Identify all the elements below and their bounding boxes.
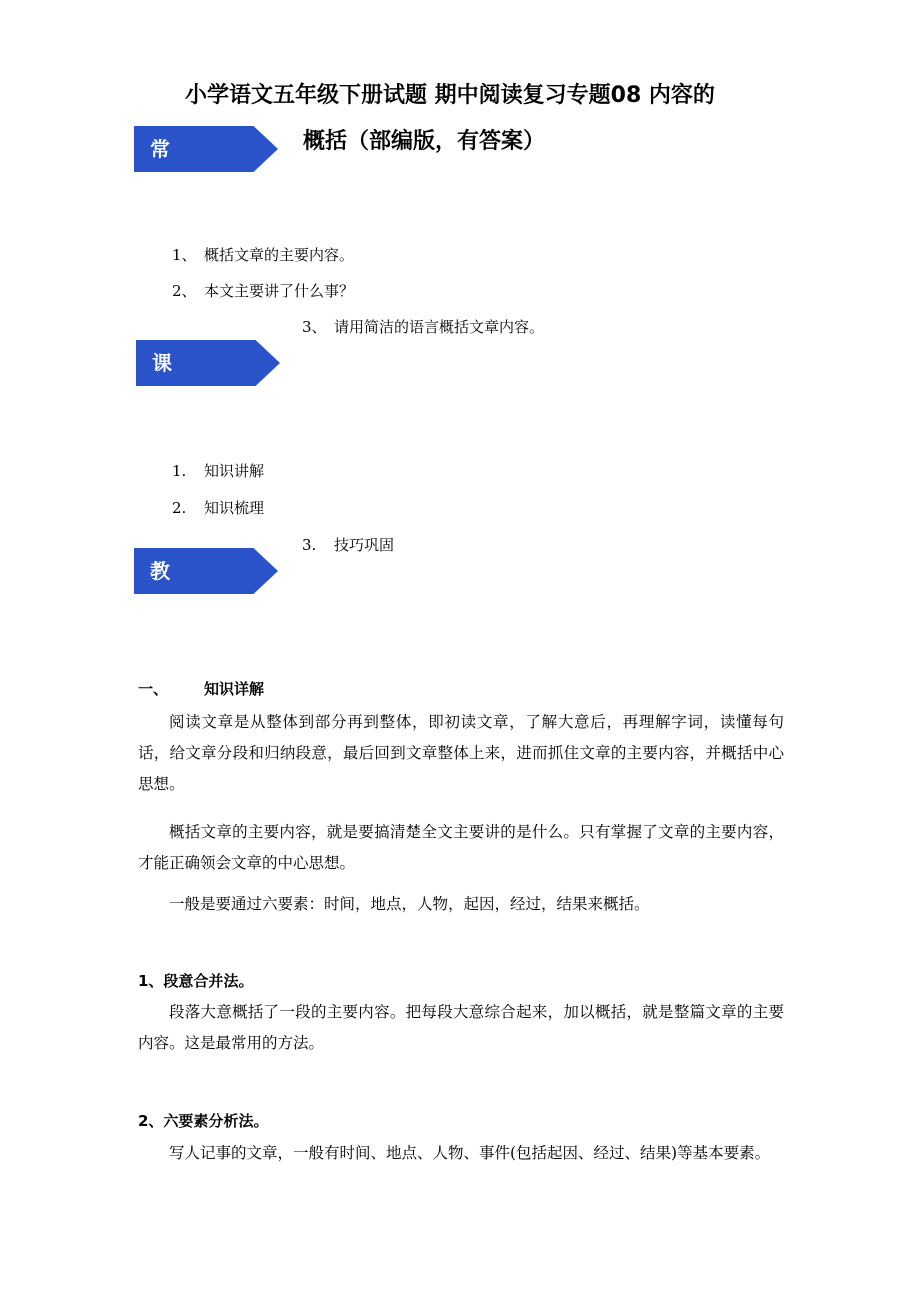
list-item-text: 请用简洁的语言概括文章内容。: [334, 318, 545, 336]
list-item: [172, 460, 264, 481]
method-heading: 2、六要素分析法。: [138, 1112, 269, 1130]
paragraph: 一般是要通过六要素：时间，地点，人物，起因，经过，结果来概括。: [169, 895, 650, 913]
paragraph: 段落大意概括了一段的主要内容。把每段大意综合起来，加以概括，就是整篇文章的主要内容。这是最常用的方法。: [138, 1003, 784, 1052]
list-item: [302, 534, 394, 555]
list-item: [172, 280, 354, 301]
list-item-number: 3、: [302, 318, 327, 336]
paragraph: 概括文章的主要内容，就是要搞清楚全文主要讲的是什么。只有掌握了文章的主要内容，才能正确领会文章的中心思想。: [138, 823, 784, 872]
list-item-text: 概括文章的主要内容。: [204, 246, 355, 264]
list-item-number: 1.: [172, 462, 187, 480]
paragraph: 写人记事的文章，一般有时间、地点、人物、事件(包括起因、经过、结果)等基本要素。: [169, 1144, 771, 1162]
list-item: [172, 244, 354, 265]
badge-teaching-section-label: 教学环节: [150, 559, 170, 721]
badge-course-framework-label: 课程框架: [152, 351, 172, 513]
method-heading: 1、段意合并法。: [138, 972, 254, 990]
badge-common-types-label: 常考题型: [150, 137, 170, 299]
list-item: [302, 316, 544, 337]
section-heading: [138, 678, 264, 699]
list-item-text: 知识梳理: [204, 499, 265, 517]
list-item-number: 3.: [302, 536, 317, 554]
list-item: [172, 497, 264, 518]
document-title-line1: 小学语文五年级下册试题 期中阅读复习专题08 内容的: [185, 83, 715, 108]
list-item-number: 1、: [172, 246, 197, 264]
section-title: 知识详解: [204, 680, 265, 698]
list-item-number: 2、: [172, 282, 197, 300]
document-title-line2: 概括（部编版，有答案）: [303, 129, 546, 154]
section-number: 一、: [138, 680, 169, 698]
list-item-text: 技巧巩固: [334, 536, 395, 554]
list-item-number: 2.: [172, 499, 187, 517]
list-item-text: 知识讲解: [204, 462, 265, 480]
paragraph: 阅读文章是从整体到部分再到整体，即初读文章，了解大意后，再理解字词，读懂每句话，给文章分段和归纳段意，最后回到文章整体上来，进而抓住文章的主要内容，并概括中心思想。: [138, 713, 784, 793]
list-item-text: 本文主要讲了什么事？: [204, 282, 355, 300]
